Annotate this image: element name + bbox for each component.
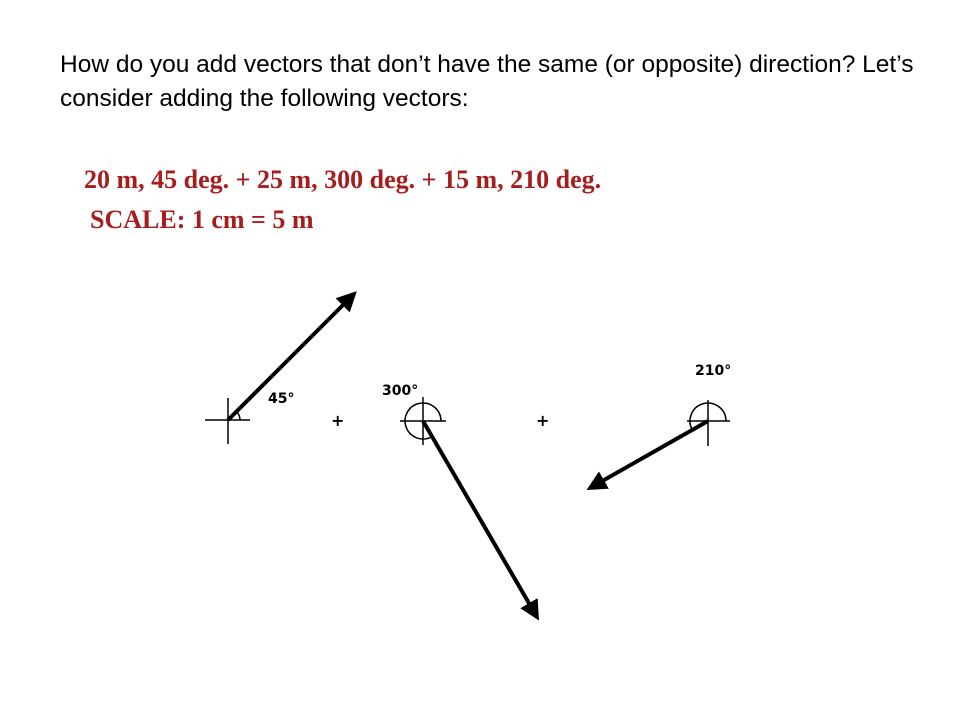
vector-300 — [382, 383, 537, 617]
scale-text: SCALE: 1 cm = 5 m — [90, 205, 314, 234]
vector-210 — [590, 363, 731, 488]
plus-sign-1: + — [331, 411, 345, 430]
vector-210-arrow — [590, 421, 708, 488]
intro-question-text: How do you add vectors that don’t have the same (or opposite) direction? Let’s consider adding the following vectors: — [60, 51, 914, 112]
vector-300-angle-label: 300° — [382, 383, 419, 399]
vector-45-angle-label: 45° — [268, 391, 295, 407]
vectors-list-text: 20 m, 45 deg. + 25 m, 300 deg. + 15 m, 210 deg. — [84, 165, 602, 194]
vector-210-angle-label: 210° — [695, 363, 732, 379]
vector-300-arrow — [423, 421, 537, 617]
plus-sign-2: + — [536, 411, 550, 430]
